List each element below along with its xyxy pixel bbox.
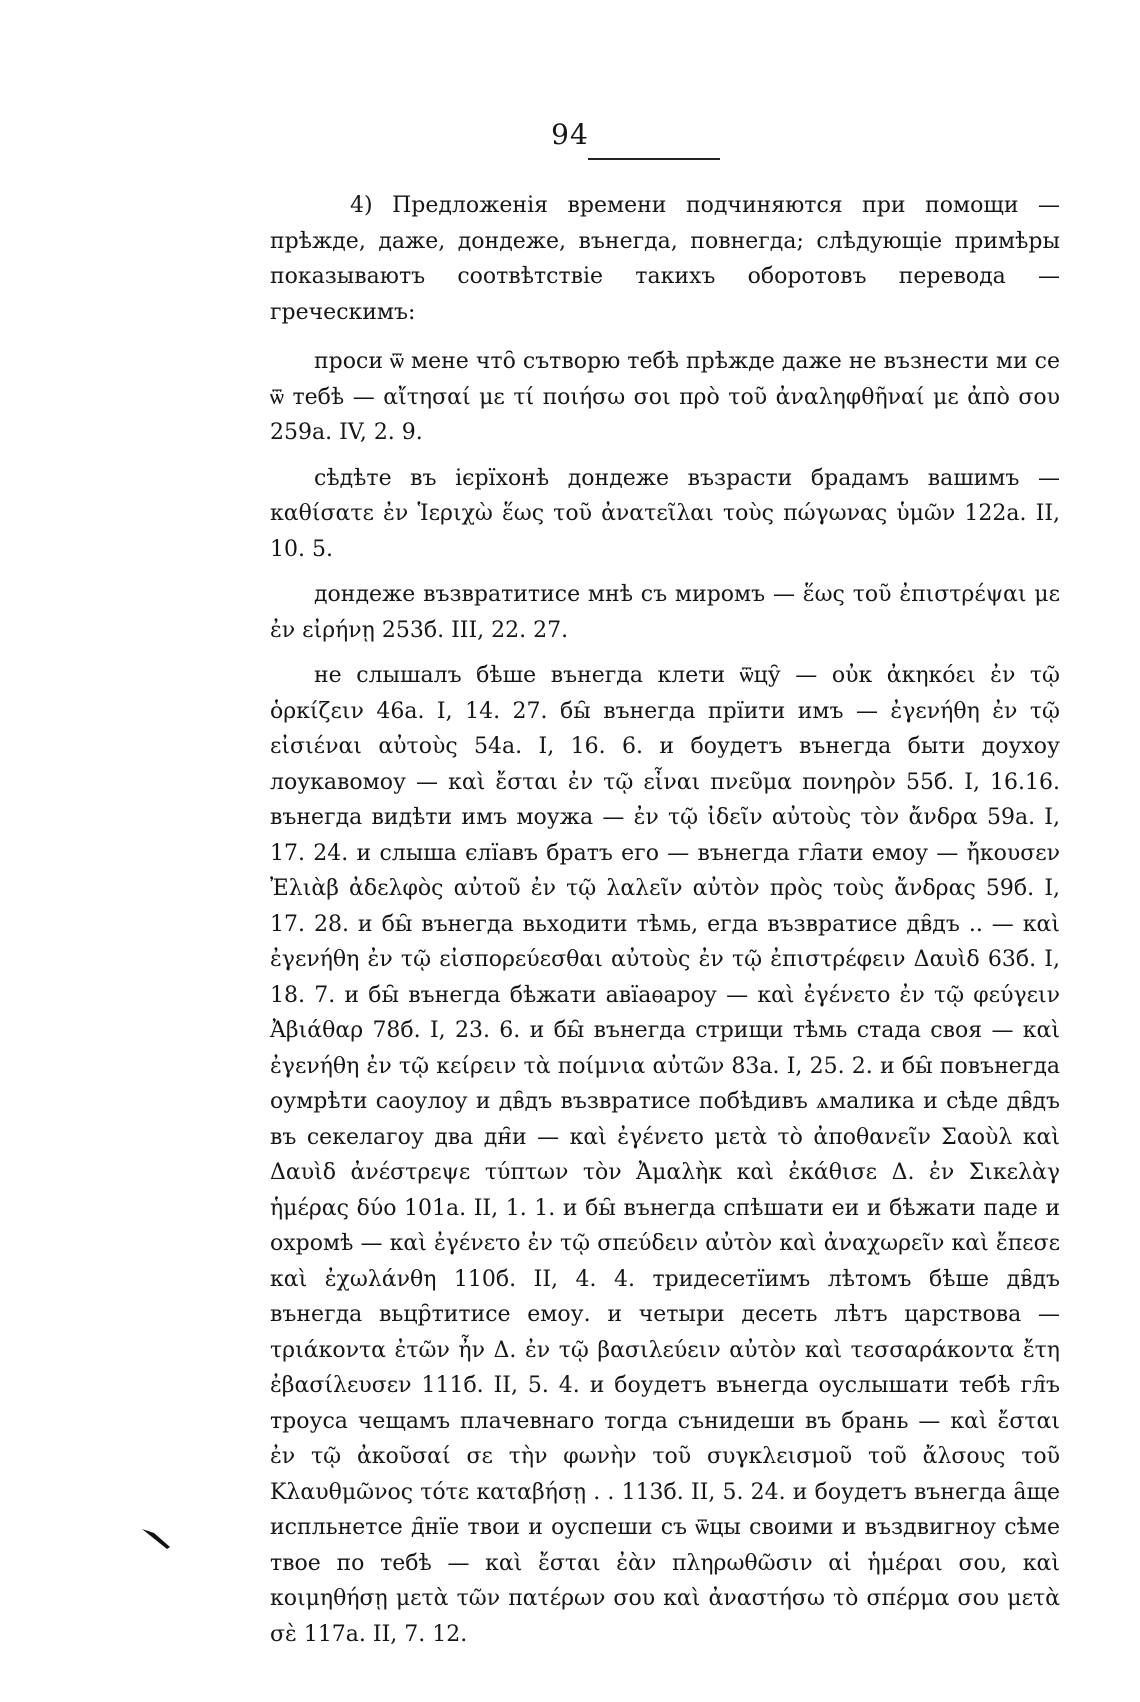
- end-flourish-mark: [140, 1525, 174, 1551]
- paragraph-example-1: проси ѿ мене что̑ сътворю тебѣ прѣжде даже не възнести ми се ѿ тебѣ — αἴτησαί με τί ποιήσω σοι πρὸ τοῦ ἀναληφθῆναί με ἀπὸ σου 259а. IV, 2. 9.: [270, 349, 1060, 445]
- paragraph-intro: 4) Предложенія времени подчиняются при помощи — прѣжде, даже, дондеже, вънегда, повнегда; слѣдующіе примѣры показываютъ соотвѣтствіе такихъ оборотовъ перевода — греческимъ:: [270, 193, 1060, 325]
- paragraph-example-2: сѣдѣте въ ієрїхонѣ дондеже възрасти брадамъ вашимъ — καθίσατε ἐν Ἱεριχὼ ἕως τοῦ ἀνατεῖλαι τοὺς πώγωνας ὑμῶν 122а. II, 10. 5.: [270, 465, 1060, 562]
- paragraph-example-3: дондеже възвратитисе мнѣ съ миромъ — ἕως τοῦ ἐπιστρέψαι με ἐν εἰρήνῃ 253б. III, 22. 27.: [270, 582, 1060, 643]
- header-rule: [588, 158, 720, 160]
- body-text: [270, 188, 1060, 1662]
- paragraph-example-4: не слышалъ бѣше вънегда клети ѿцу̑ — οὐκ ἀκηκόει ἐν τῷ ὁρκίζειν 46а. I, 14. 27. бы̑ вънегда прїити имъ — ἐγενήθη ἐν τῷ εἰσιέναι αὐτοὺς 54а. I, 16. 6. и боудетъ вънегда быти доухоу лоукавомоу — καὶ ἔσται ἐν τῷ εἶναι πνεῦμα πονηρὸν 55б. I, 16.16. вънегда видѣти имъ моужа — ἐν τῷ ἰδεῖν αὐτοὺς τὸν ἄνδρα 59а. I, 17. 24. и слыша єлїавъ братъ его — вънегда гл̑ати емоу — ἤκουσεν Ἐλιὰβ ἀδελφὸς αὐτοῦ ἐν τῷ λαλεῖν αὐτὸν πρὸς τοὺς ἄνδρας 59б. I, 17. 28. и бы̑ вънегда вьходити тѣмь, егда възвратисе дв̑дъ .. — καὶ ἐγενήθη ἐν τῷ εἰσπορεύεσθαι αὐτοὺς ἐν τῷ ἐπιστρέφειν Δαυὶδ 63б. I, 18. 7. и бы̑ вънегда бѣжати авїаѳароу — καὶ ἐγένετο ἐν τῷ φεύγειν Ἀβιάθαρ 78б. I, 23. 6. и бы̑ вънегда стрищи тѣмь стада своя — καὶ ἐγενήθη ἐν τῷ κείρειν τὰ ποίμνια αὐτῶν 83а. I, 25. 2. и бы̑ повънегда оумрѣти саоулоу и дв̑дъ възвратисе побѣдивъ ѧмалика и сѣде дв̑дъ въ секелагоу два дн̑и — καὶ ἐγένετο μετὰ τὸ ἀποθανεῖν Σαοὺλ καὶ Δαυὶδ ἀνέστρεψε τύπτων τὸν Ἀμαλὴκ καὶ ἐκάθισε Δ. ἐν Σικελὰγ ἡμέρας δύο 101а. II, 1. 1. и бы̑ вънегда спѣшати еи и бѣжати паде и охромѣ — καὶ ἐγένετο ἐν τῷ σπεύδειν αὐτὸν καὶ ἀναχωρεῖν καὶ ἔπεσε καὶ ἐχωλάνθη 110б. II, 4. 4. тридесетїимъ лѣтомъ бѣше дв̑дъ вънегда вьцр̑титисе емоу. и четыри десеть лѣтъ царствова — τριάκοντα ἐτῶν ἦν Δ. ἐν τῷ βασιλεύειν αὐτὸν καὶ τεσσαράκοντα ἔτη ἐβασίλευσεν 111б. II, 5. 4. и боудетъ вънегда оуслышати тебѣ гл̑ъ троуса чещамъ плачевнаго тогда сънидеши въ брань — καὶ ἔσται ἐν τῷ ἀκοῦσαί σε τὴν φωνὴν τοῦ συγκλεισμοῦ τοῦ ἄλσους τοῦ Κλαυθμῶνος τότε καταβήσῃ . . 113б. II, 5. 24. и боудетъ вънегда а̑ще испльнетсе д̑нїе твои и оуспеши съ ѿцы своими и въздвигноу сѣме твое по тебѣ — καὶ ἔσται ἐὰν πληρωθῶσιν αἱ ἡμέραι σου, καὶ κοιμηθήσῃ μετὰ τῶν πατέρων σου καὶ ἀναστήσω τὸ σπέρμα σου μετὰ σὲ 117а. II, 7. 12.: [270, 663, 1060, 1647]
- page-number: 94: [551, 118, 589, 151]
